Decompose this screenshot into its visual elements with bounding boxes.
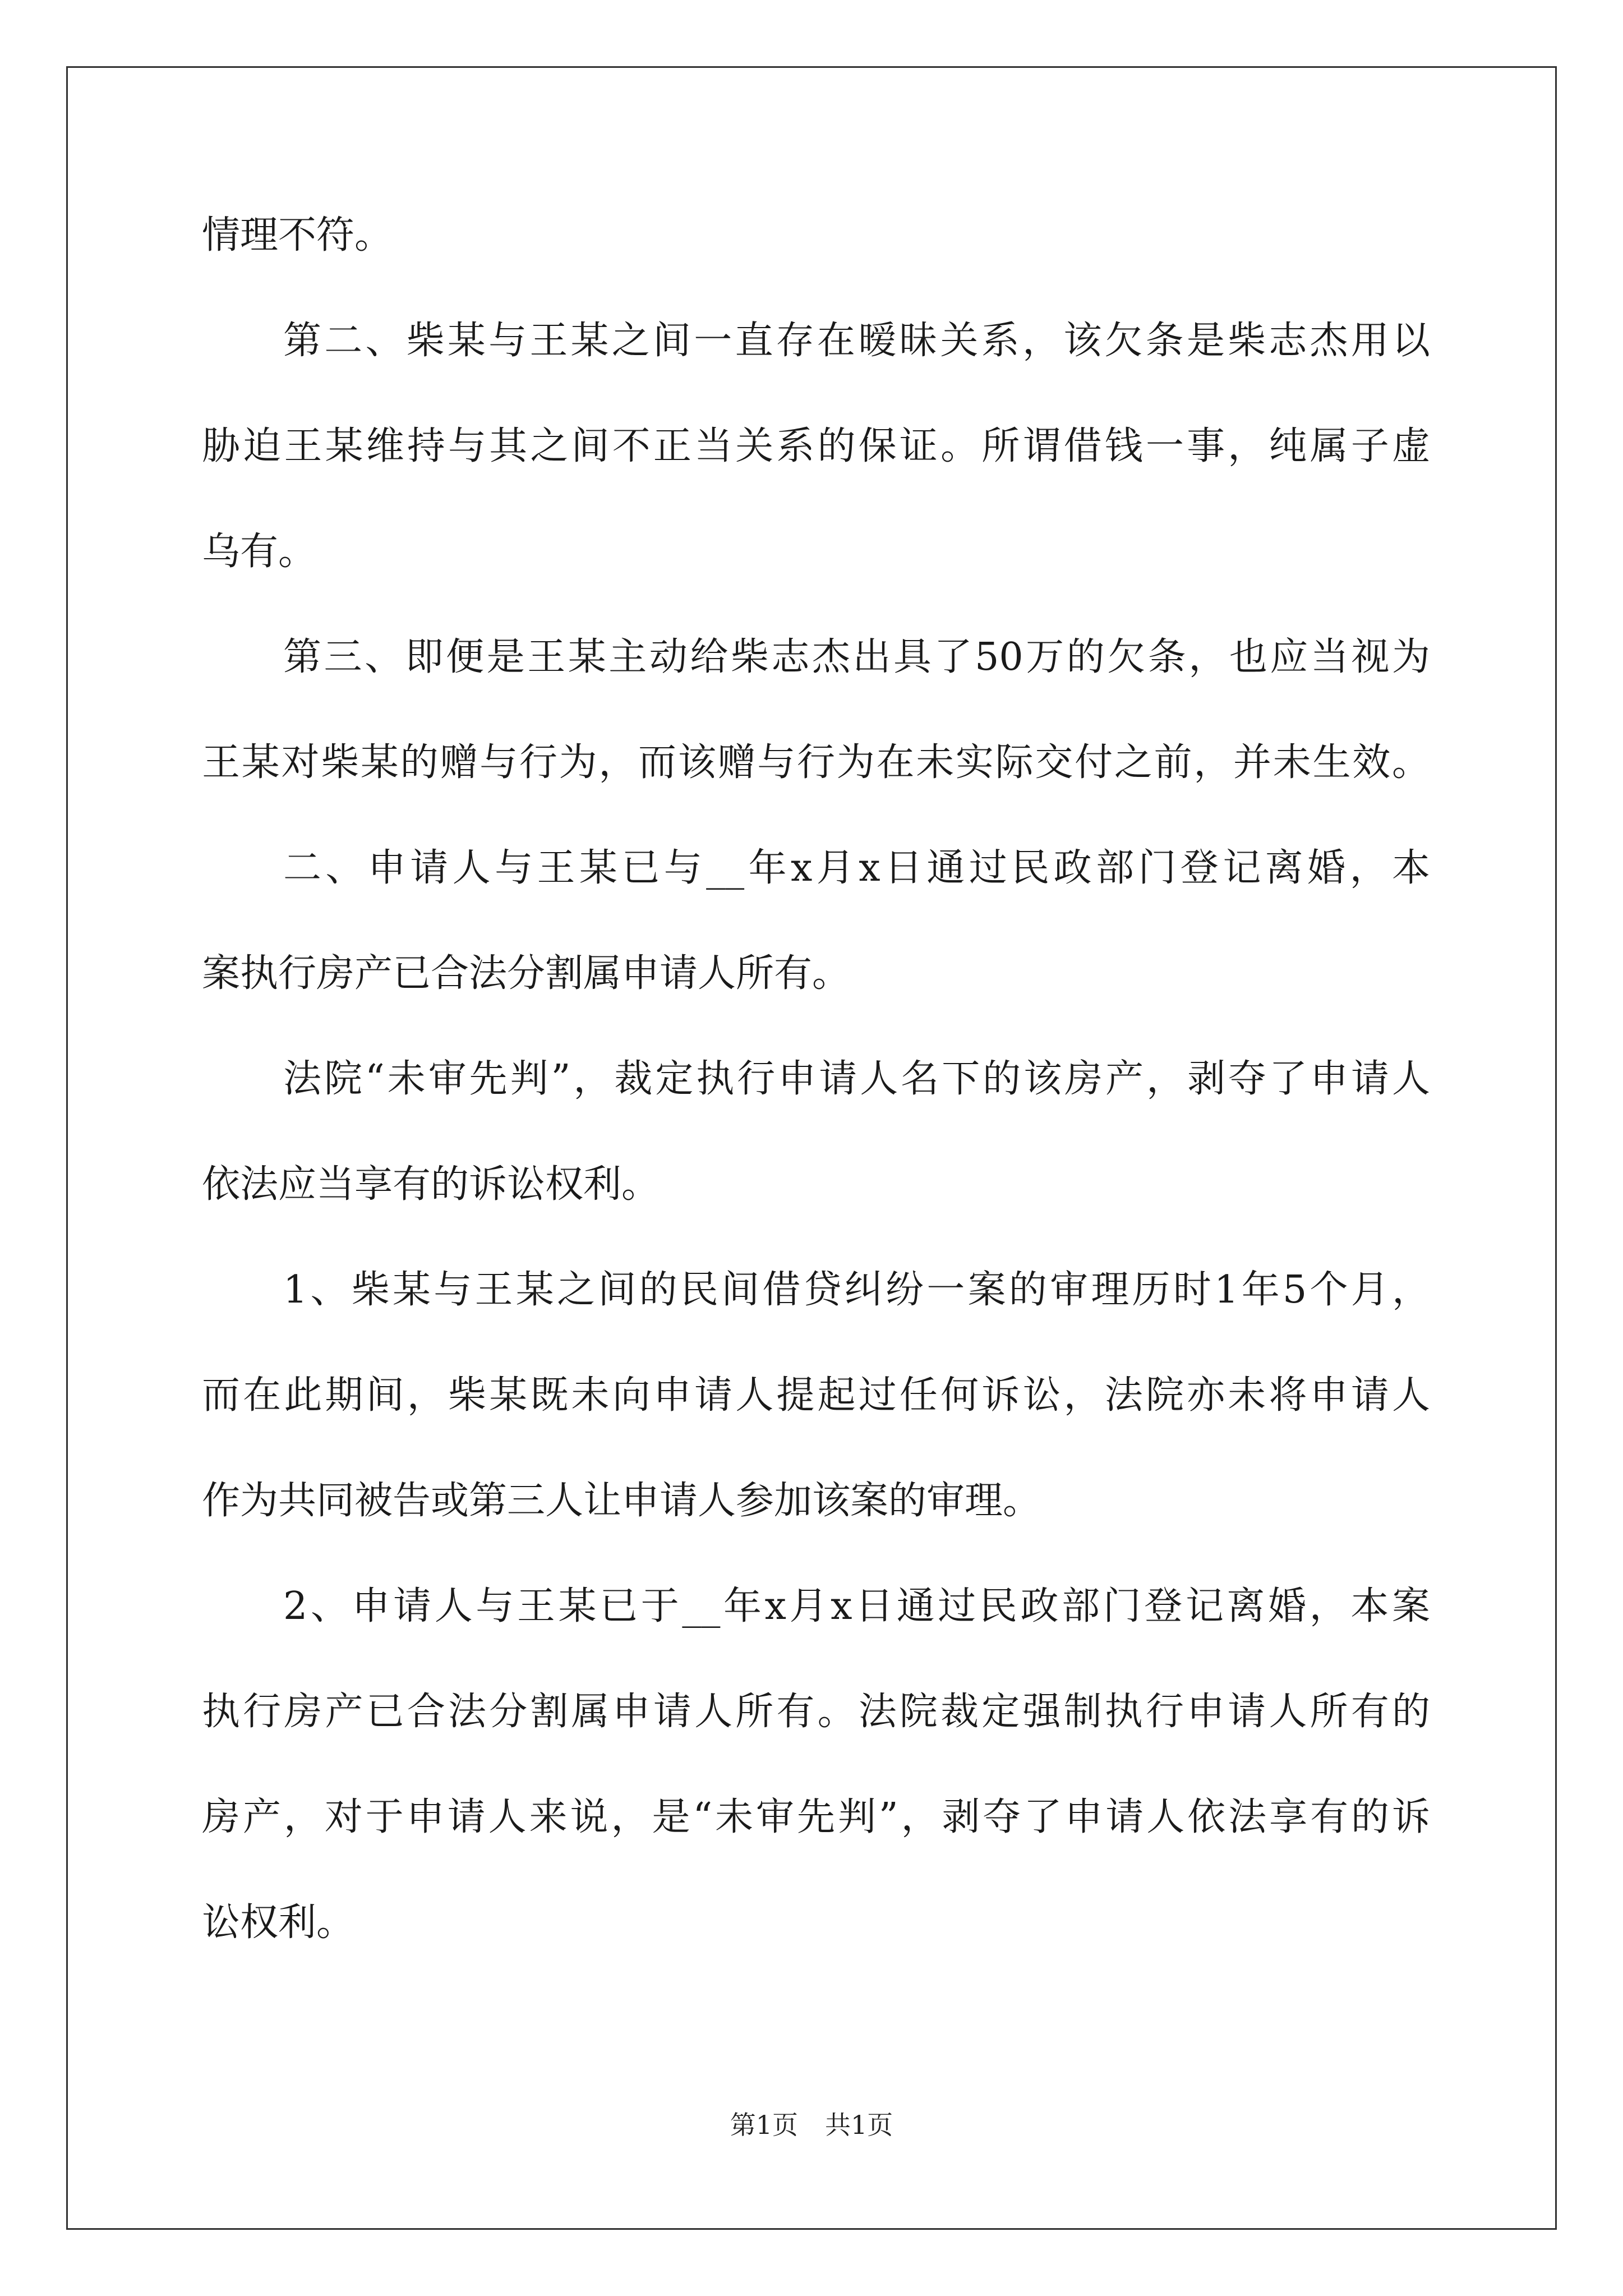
- page-number-total: 共1页: [825, 2110, 893, 2140]
- text-line: 法院“未审先判”，裁定执行申请人名下的该房产，剥夺了申请人: [283, 1057, 1430, 1101]
- text-line: 王某对柴某的赠与行为，而该赠与行为在未实际交付之前，并未生效。: [202, 740, 1430, 785]
- text-line: 作为共同被告或第三人让申请人参加该案的审理。: [202, 1479, 1041, 1523]
- text-line: 情理不符。: [202, 213, 393, 257]
- text-line: 胁迫王某维持与其之间不正当关系的保证。所谓借钱一事，纯属子虚: [202, 424, 1430, 468]
- text-line: 第二、柴某与王某之间一直存在暧昧关系，该欠条是柴志杰用以: [283, 319, 1430, 363]
- text-line: 案执行房产已合法分割属申请人所有。: [202, 951, 851, 996]
- text-line: 乌有。: [202, 530, 317, 574]
- text-line: 2、申请人与王某已于__年x月x日通过民政部门登记离婚，本案: [283, 1584, 1430, 1628]
- text-line: 房产，对于申请人来说，是“未审先判”，剥夺了申请人依法享有的诉: [202, 1795, 1430, 1839]
- text-line: 而在此期间，柴某既未向申请人提起过任何诉讼，法院亦未将申请人: [202, 1373, 1430, 1418]
- text-line: 讼权利。: [202, 1901, 355, 1945]
- text-line: 第三、即便是王某主动给柴志杰出具了50万的欠条，也应当视为: [283, 635, 1430, 679]
- text-line: 依法应当享有的诉讼权利。: [202, 1162, 660, 1207]
- page-number-current: 第1页: [730, 2110, 798, 2140]
- page-footer: [0, 2105, 1623, 2142]
- text-line: 二、申请人与王某已与__年x月x日通过民政部门登记离婚，本: [283, 846, 1430, 890]
- text-line: 1、柴某与王某之间的民间借贷纠纷一案的审理历时1年5个月，: [283, 1268, 1430, 1312]
- text-line: 执行房产已合法分割属申请人所有。法院裁定强制执行申请人所有的: [202, 1690, 1430, 1734]
